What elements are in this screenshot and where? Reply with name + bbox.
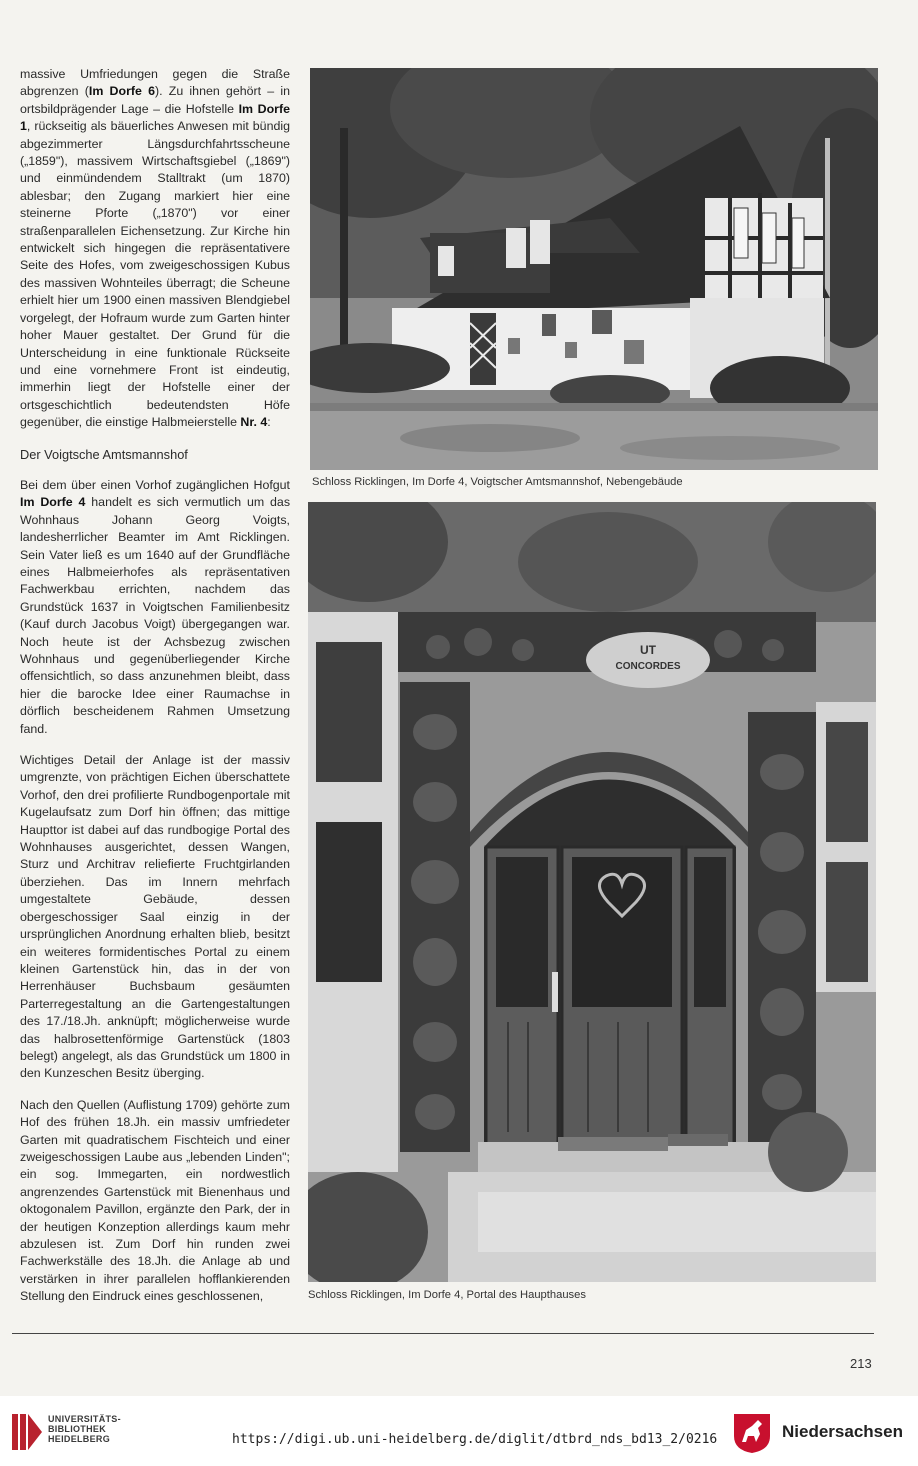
address-emphasis: Im Dorfe 6 bbox=[88, 84, 155, 99]
text-run: handelt es sich vermutlich um das Wohnhaus Johann Georg Voigts, landesherrlicher Beamter im Amt Ricklingen. Sein Vater ließ es um 1640 auf der Grundfläche eines Halbmeierhofes als repräsentativen Fachwerkbau errichten, nachdem das Grundstück 1637 in Voigtschen Familienbesitz (Kauf durch Jacobus Voigt) übergegangen war. Noch heute ist der Achsbezug zwischen Wohnhaus und gegenüberliegender Kirche offensichtlich, so dass anzunehmen bleibt, dass hier die barocke Idee einer Raumachse in dörflich bescheidenem Rahmen Umsetzung fand. bbox=[20, 495, 291, 736]
section-heading: Der Voigtsche Amtsmannshof bbox=[20, 446, 188, 462]
paragraph-1 bbox=[20, 66, 290, 432]
text-run: ). Zu ihnen gehört – in ortsbildprägender Lage – die Hofstelle bbox=[20, 84, 290, 116]
university-library-name bbox=[48, 1414, 121, 1444]
library-line-1: UNIVERSITÄTS- bbox=[48, 1414, 121, 1424]
text-run: Bei dem über einen Vorhof zugänglichen Hofgut bbox=[20, 477, 290, 492]
paragraph-3: Wichtiges Detail der Anlage ist der massiv umgrenzte, von prächtigen Eichen überschattete Vorhof, den drei profilierte Rundbogenportale mit Kugelaufsatz zum Dorf hin öffnen; das mittige Haupttor ist dabei auf das rundbogige Portal des Wohnhauses ausgerichtet, dessen Wangen, Sturz und Architrav reliefierte Fruchtgirlanden überziehen. Das im Innern mehrfach umgestaltete Gebäude, dessen obergeschossiger Saal einzig in der ursprünglichen Anordnung erhalten blieb, besitzt ein weiteres formidentisches Portal zu einem kleinen Gartenstück hin, das in der von Herrenhäuser Buchsbaum gesäumten Parterregestaltung an die Gartengestaltungen des 17./18.Jh. anknüpft; möglicherweise wurde das halbrosettenförmige Gartenstück (1803 belegt) angelegt, als das Grundstück um 1800 in den Kunzeschen Besitz überging. bbox=[20, 753, 290, 1081]
footer-bar bbox=[0, 1396, 918, 1466]
text-run: massive Umfriedungen gegen die Straße abgrenzen ( bbox=[20, 67, 290, 99]
address-emphasis: Nr. 4 bbox=[240, 415, 268, 430]
photo-carved-portal bbox=[308, 502, 876, 1282]
library-line-3: HEIDELBERG bbox=[48, 1434, 111, 1444]
page-number: 213 bbox=[850, 1356, 872, 1371]
text-run: : bbox=[267, 415, 271, 430]
university-library-logo-icon bbox=[10, 1410, 44, 1454]
photo-caption-bottom: Schloss Ricklingen, Im Dorfe 4, Portal des Haupthauses bbox=[308, 1289, 586, 1301]
library-line-2: BIBLIOTHEK bbox=[48, 1424, 106, 1434]
paragraph-2 bbox=[20, 477, 290, 738]
footer-divider bbox=[12, 1333, 874, 1334]
inscription-line-1: UT bbox=[640, 643, 656, 657]
photo-caption-top: Schloss Ricklingen, Im Dorfe 4, Voigtscher Amtsmannshof, Nebengebäude bbox=[312, 476, 683, 488]
text-column bbox=[20, 66, 290, 1320]
photo-half-timbered-house bbox=[310, 68, 878, 470]
address-emphasis: Im Dorfe 4 bbox=[20, 495, 86, 510]
text-run: , rückseitig als bäuerliches Anwesen mit bündig abgezimmerter Längsdurchfahrtsscheune („1859"), massivem Wirtschaftsgiebel („1869") und einmündendem Stalltrakt (um 1870) ablesbar; den Zugang markiert hier eine steinerne Pforte („1870") vor einer straßenparallelen Eichensetzung. Zur Kirche hin entwickelt sich hingegen die repräsentativere Seite des Hofes, vom zweigeschossigen Kubus des massiven Wohnteiles überragt; die Scheune erhielt hier um 1900 einen massiven Blendgiebel vorgelegt, der Hofraum wurde zum Garten hinter hoher Mauer gestaltet. Der Grund für die Unterscheidung in eine funktionale Rückseite und eine vornehmere Front ist eindeutig, immerhin liegt der Hofstelle einer der ortsgeschichtlich bedeutendsten Höfe gegenüber, die einstige Halbmeierstelle bbox=[20, 119, 290, 430]
state-name: Niedersachsen bbox=[782, 1422, 903, 1441]
niedersachsen-horse-icon bbox=[732, 1412, 772, 1454]
document-url[interactable]: https://digi.ub.uni-heidelberg.de/diglit/dtbrd_nds_bd13_2/0216 bbox=[232, 1432, 718, 1447]
inscription-line-2: CONCORDES bbox=[615, 661, 681, 672]
address-emphasis: Im Dorfe 1 bbox=[20, 101, 291, 134]
paragraph-4: Nach den Quellen (Auflistung 1709) gehörte zum Hof des frühen 18.Jh. ein massiv umfriedeter Garten mit quadratischem Fischteich und einer zweigeschossigen Laube aus „lebenden Linden"; ein sog. Immegarten, ein nordwestlich angrenzendes Gartenstück mit Bienenhaus und oktogonalem Pavillon, ergänzte den Park, der in der heutigen Konzeption allerdings kaum mehr abzulesen ist. Zum Dorf hin runden zwei Fachwerkställe des 18.Jh. die Anlage ab und verstärken in ihrer parallelen hofflankierenden Stellung den Eindruck eines geschlossenen, bbox=[20, 1097, 290, 1304]
